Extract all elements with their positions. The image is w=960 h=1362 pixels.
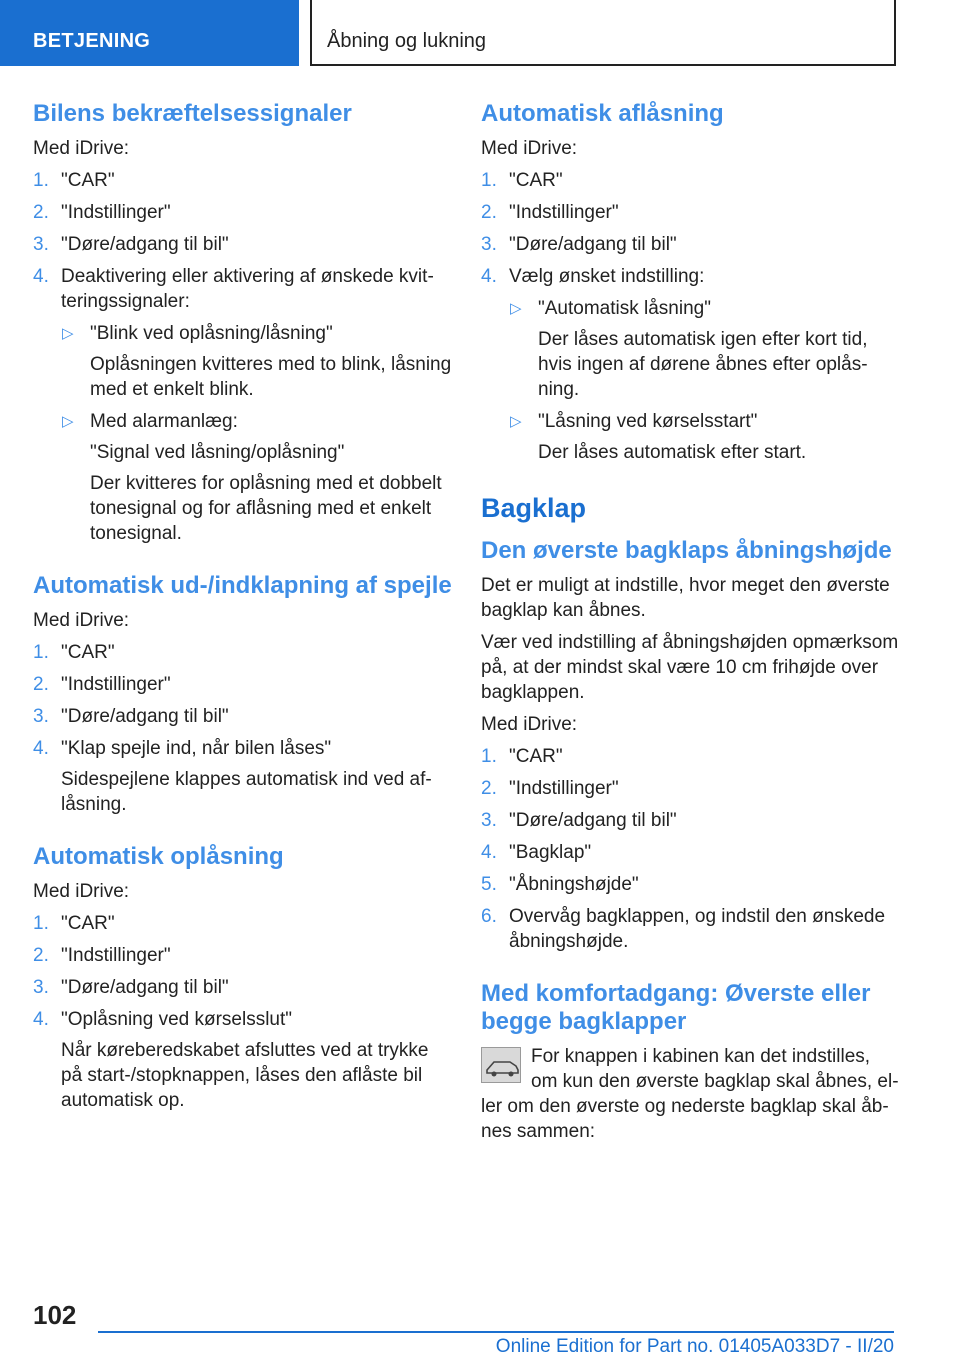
step-text: "CAR" bbox=[61, 913, 115, 934]
triangle-bullet-icon: ▷ bbox=[510, 300, 522, 317]
sub-item-description: Der låses automatisk efter start. bbox=[538, 442, 807, 463]
list-item bbox=[33, 704, 453, 729]
step-text: "Bagklap" bbox=[509, 842, 592, 863]
section-comfort-access bbox=[481, 980, 901, 1144]
step-number: 1. bbox=[33, 170, 49, 191]
step-text: "Indstillinger" bbox=[61, 945, 171, 966]
step-text: "Døre/adgang til bil" bbox=[509, 810, 677, 831]
list-item bbox=[33, 943, 453, 968]
list-item bbox=[481, 808, 901, 833]
step-text: "Indstillinger" bbox=[61, 674, 171, 695]
list-item bbox=[481, 264, 901, 465]
step-text: Deaktivering eller aktivering af ønskede kvitteringssignaler: bbox=[61, 266, 434, 312]
step-text: "CAR" bbox=[509, 746, 563, 767]
sub-list-item bbox=[61, 321, 453, 402]
step-text: Overvåg bagklappen, og indstil den ønskede åbningshøjde. bbox=[509, 906, 886, 952]
section-heading: Automatisk ud-/indklapning af spejle bbox=[33, 572, 452, 599]
step-text: "CAR" bbox=[61, 642, 115, 663]
intro-text: Med iDrive: bbox=[33, 610, 130, 631]
list-item bbox=[481, 776, 901, 801]
section-confirmation-signals bbox=[33, 100, 453, 546]
list-item bbox=[33, 1007, 453, 1113]
sub-list-item bbox=[509, 409, 901, 465]
step-number: 1. bbox=[481, 746, 497, 767]
page-footer bbox=[0, 1296, 960, 1362]
section-automatic-unlocking bbox=[33, 843, 453, 1113]
section-heading: Med komfortadgang: Øverste eller begge bagklapper bbox=[481, 980, 871, 1035]
step-text: "CAR" bbox=[61, 170, 115, 191]
steps-list bbox=[33, 640, 453, 817]
list-item bbox=[33, 736, 453, 817]
step-number: 4. bbox=[33, 266, 49, 287]
step-text: "CAR" bbox=[509, 170, 563, 191]
step-text: "Døre/adgang til bil" bbox=[509, 234, 677, 255]
edition-text: Online Edition for Part no. 01405A033D7 - II/20 bbox=[495, 1336, 894, 1357]
sub-list bbox=[61, 321, 453, 546]
list-item bbox=[33, 975, 453, 1000]
list-item bbox=[33, 200, 453, 225]
right-column bbox=[481, 100, 901, 1170]
section-tailgate-opening-height bbox=[481, 537, 901, 954]
step-text: "Klap spejle ind, når bilen låses" bbox=[61, 738, 332, 759]
step-number: 4. bbox=[481, 842, 497, 863]
chapter-title: Åbning og lukning bbox=[310, 0, 896, 66]
step-number: 6. bbox=[481, 906, 497, 927]
step-number: 3. bbox=[33, 706, 49, 727]
step-note: Sidespejlene klappes automatisk ind ved aflåsning. bbox=[61, 769, 432, 815]
step-text: "Døre/adgang til bil" bbox=[61, 706, 229, 727]
steps-list bbox=[33, 168, 453, 546]
section-heading: Den øverste bagklaps åbningshøjde bbox=[481, 537, 892, 564]
step-number: 2. bbox=[33, 674, 49, 695]
intro-text: Med iDrive: bbox=[481, 714, 578, 735]
list-item bbox=[33, 640, 453, 665]
intro-text: Med iDrive: bbox=[33, 881, 130, 902]
paragraph: Vær ved indstilling af åbningshøjden opmærksom på, at der mindst skal være 10 cm frihøjde over bagklappen. bbox=[481, 632, 899, 703]
section-heading: Bilens bekræftelsessignaler bbox=[33, 100, 352, 127]
step-number: 3. bbox=[33, 977, 49, 998]
step-number: 4. bbox=[33, 1009, 49, 1030]
footer-divider bbox=[98, 1331, 894, 1333]
step-text: "Døre/adgang til bil" bbox=[61, 977, 229, 998]
step-number: 2. bbox=[33, 202, 49, 223]
sub-item-description: Der låses automatisk igen efter kort tid, hvis ingen af dørene åbnes efter oplåsning. bbox=[538, 329, 868, 400]
step-number: 1. bbox=[33, 913, 49, 934]
steps-list bbox=[33, 911, 453, 1113]
sub-list-item bbox=[61, 409, 453, 546]
steps-list bbox=[481, 744, 901, 954]
section-mirror-folding bbox=[33, 572, 453, 817]
section-tab: BETJENING bbox=[0, 0, 299, 66]
list-item bbox=[33, 911, 453, 936]
step-number: 4. bbox=[33, 738, 49, 759]
triangle-bullet-icon: ▷ bbox=[62, 413, 74, 430]
step-text: Vælg ønsket indstilling: bbox=[509, 266, 705, 287]
step-text: "Oplåsning ved kørselsslut" bbox=[61, 1009, 293, 1030]
step-number: 1. bbox=[481, 170, 497, 191]
step-number: 5. bbox=[481, 874, 497, 895]
paragraph-text: For knappen i kabinen kan det indstilles, om kun den øverste bagklap skal åbnes, eller om den øverste og nederste bagklap skal åbnes sammen: bbox=[481, 1046, 899, 1142]
list-item bbox=[33, 264, 453, 546]
list-item bbox=[33, 232, 453, 257]
sub-item-description: Der kvitteres for oplåsning med et dobbelt tonesignal og for aflåsning med et enkelt tonesignal. bbox=[90, 473, 442, 544]
car-tailgate-icon bbox=[481, 1047, 521, 1083]
step-number: 2. bbox=[481, 778, 497, 799]
list-item bbox=[481, 872, 901, 897]
sub-list-item bbox=[509, 296, 901, 402]
step-text: "Indstillinger" bbox=[61, 202, 171, 223]
sub-item-text: "Automatisk låsning" bbox=[538, 298, 711, 319]
sub-item-text: "Blink ved oplåsning/låsning" bbox=[90, 323, 333, 344]
list-item bbox=[33, 168, 453, 193]
section-heading: Automatisk aflåsning bbox=[481, 100, 724, 127]
section-automatic-locking bbox=[481, 100, 901, 465]
triangle-bullet-icon: ▷ bbox=[62, 325, 74, 342]
step-note: Når køreberedskabet afsluttes ved at trykke på start-/stopknappen, låses den aflåste bil automatisk op. bbox=[61, 1040, 429, 1111]
page-header bbox=[0, 0, 960, 66]
list-item bbox=[481, 200, 901, 225]
intro-text: Med iDrive: bbox=[481, 138, 578, 159]
sub-item-description: "Signal ved låsning/oplåsning" bbox=[90, 442, 345, 463]
left-column bbox=[33, 100, 453, 1139]
triangle-bullet-icon: ▷ bbox=[510, 413, 522, 430]
step-text: "Indstillinger" bbox=[509, 778, 619, 799]
list-item bbox=[481, 840, 901, 865]
sub-item-text: "Låsning ved kørselsstart" bbox=[538, 411, 758, 432]
page-number: 102 bbox=[33, 1300, 77, 1330]
step-text: "Indstillinger" bbox=[509, 202, 619, 223]
list-item bbox=[481, 904, 901, 954]
step-number: 1. bbox=[33, 642, 49, 663]
step-number: 3. bbox=[481, 810, 497, 831]
step-number: 2. bbox=[481, 202, 497, 223]
list-item bbox=[481, 232, 901, 257]
chapter-heading-bagklap: Bagklap bbox=[481, 493, 587, 523]
sub-item-description: Oplåsningen kvitteres med to blink, låsning med et enkelt blink. bbox=[90, 354, 452, 400]
intro-text: Med iDrive: bbox=[33, 138, 130, 159]
step-text: "Åbningshøjde" bbox=[509, 874, 639, 895]
list-item bbox=[33, 672, 453, 697]
list-item bbox=[481, 744, 901, 769]
list-item bbox=[481, 168, 901, 193]
step-number: 4. bbox=[481, 266, 497, 287]
step-number: 2. bbox=[33, 945, 49, 966]
step-text: "Døre/adgang til bil" bbox=[61, 234, 229, 255]
step-number: 3. bbox=[33, 234, 49, 255]
steps-list bbox=[481, 168, 901, 465]
sub-item-text: Med alarmanlæg: bbox=[90, 411, 238, 432]
paragraph-with-icon bbox=[481, 1044, 901, 1144]
paragraph: Det er muligt at indstille, hvor meget den øverste bagklap kan åbnes. bbox=[481, 575, 890, 621]
step-number: 3. bbox=[481, 234, 497, 255]
section-heading: Automatisk oplåsning bbox=[33, 843, 284, 870]
sub-list bbox=[509, 296, 901, 465]
